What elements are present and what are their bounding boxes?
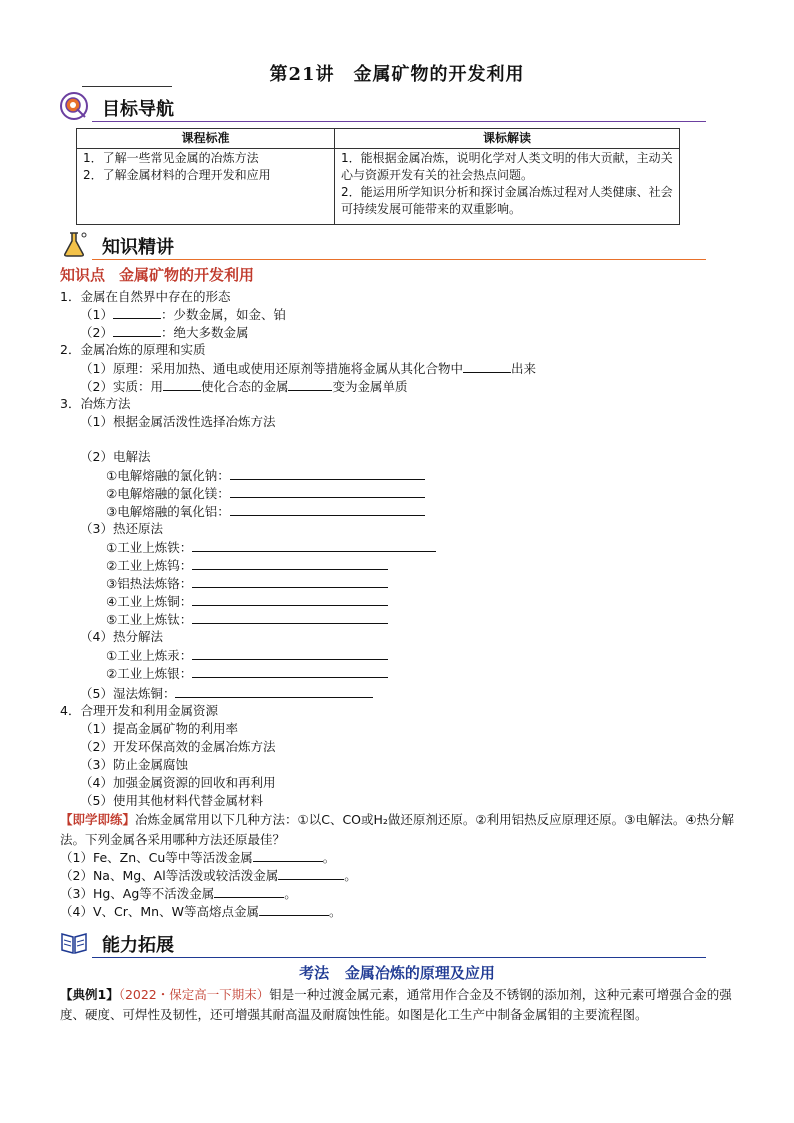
standards-table — [76, 128, 680, 225]
list-item: ①工业上炼铁： — [106, 538, 436, 557]
list-item: ④工业上炼铜： — [106, 592, 388, 611]
divider — [82, 86, 172, 87]
flask-icon — [60, 230, 88, 258]
page-title: 第21讲 金属矿物的开发利用 — [269, 64, 525, 85]
list-item: （1）提高金属矿物的利用率 — [80, 721, 238, 736]
practice-tag: 【即学即练】 — [60, 812, 136, 827]
table-cell-interpretation — [335, 149, 680, 225]
list-item: ②工业上炼钨： — [106, 556, 388, 575]
section-knowledge-header — [58, 230, 706, 260]
interpretation-item: 2．能运用所学知识分析和探讨金属冶炼过程对人类健康、社会可持续发展可能带来的双重影响。 — [341, 185, 673, 216]
list-item: 2．金属冶炼的原理和实质 — [60, 342, 206, 357]
kaofa-label: 考法 — [299, 964, 330, 982]
list-item: （1）根据金属活泼性选择冶炼方法 — [80, 414, 276, 429]
fill-blank[interactable] — [278, 866, 344, 880]
fill-blank[interactable] — [192, 664, 388, 678]
book-icon — [60, 928, 88, 956]
fill-blank[interactable] — [230, 484, 425, 498]
practice-question: （2）Na、Mg、Al等活泼或较活泼金属 。 — [60, 868, 357, 883]
list-item: （2）开发环保高效的金属冶炼方法 — [80, 739, 276, 754]
kaofa-title: 金属冶炼的原理及应用 — [344, 964, 495, 982]
practice-text: 冶炼金属常用以下几种方法：①以C、CO或H₂做还原剂还原。②利用铝热反应原理还原。③电解法。④热分解法。下列金属各采用哪种方法还原最佳？ — [60, 812, 735, 847]
practice-question: （1）Fe、Zn、Cu等中等活泼金属 。 — [60, 850, 336, 865]
example-source: （2022・保定高一下期末） — [118, 987, 270, 1002]
section-ability-title: 能力拓展 — [102, 935, 174, 956]
divider — [92, 259, 706, 260]
divider — [92, 957, 706, 958]
list-item: （4）加强金属资源的回收和再利用 — [80, 775, 276, 790]
list-item: （2）实质：用 使化合态的金属 变为金属单质 — [80, 379, 408, 394]
list-item: （4）热分解法 — [80, 629, 163, 644]
list-item: （5）使用其他材料代替金属材料 — [80, 793, 263, 808]
practice-question: （4）V、Cr、Mn、W等高熔点金属 。 — [60, 904, 342, 919]
fill-blank[interactable] — [192, 592, 388, 606]
list-item: ①电解熔融的氯化钠： — [106, 466, 425, 485]
list-item: 4．合理开发和利用金属资源 — [60, 703, 218, 718]
list-item: 1．金属在自然界中存在的形态 — [60, 289, 231, 304]
kp-label: 知识点 — [60, 266, 106, 284]
practice-question: （3）Hg、Ag等不活泼金属 。 — [60, 886, 297, 901]
fill-blank[interactable] — [214, 884, 284, 898]
example-text: 钼是一种过渡金属元素，通常用作合金及不锈钢的添加剂，这种元素可增强合金的强度、硬度、可焊性及韧性，还可增强其耐高温及耐腐蚀性能。如图是化工生产中制备金属钼的主要流程图。 — [60, 987, 732, 1022]
fill-blank[interactable] — [113, 305, 161, 319]
list-item: （3）防止金属腐蚀 — [80, 757, 188, 772]
fill-blank[interactable] — [288, 377, 332, 391]
fill-blank[interactable] — [192, 610, 388, 624]
list-item: ②工业上炼银： — [106, 664, 388, 683]
list-item: （1） ：少数金属，如金、铂 — [80, 307, 286, 322]
list-item: （1）原理：采用加热、通电或使用还原剂等措施将金属从其化合物中 出来 — [80, 361, 536, 376]
fill-blank[interactable] — [259, 902, 329, 916]
list-item: ②电解熔融的氯化镁： — [106, 484, 425, 503]
fill-blank[interactable] — [230, 466, 425, 480]
table-header-standard: 课程标准 — [77, 129, 335, 149]
head-target-icon — [60, 92, 88, 120]
table-cell-standards — [77, 149, 335, 225]
section-ability-header — [58, 928, 706, 958]
example-paragraph — [60, 985, 740, 1025]
kp-title: 金属矿物的开发利用 — [119, 266, 255, 284]
divider — [92, 121, 706, 122]
fill-blank[interactable] — [192, 574, 388, 588]
interpretation-item: 1．能根据金属冶炼，说明化学对人类文明的伟大贡献，主动关心与资源开发有关的社会热点问题。 — [341, 151, 673, 182]
list-item: （3）热还原法 — [80, 521, 163, 536]
example-tag: 【典例1】 — [60, 987, 119, 1002]
table-header-interpretation: 课标解读 — [335, 129, 680, 149]
knowledge-point-heading — [60, 264, 254, 285]
list-item: ③电解熔融的氧化铝： — [106, 502, 425, 521]
fill-blank[interactable] — [463, 359, 511, 373]
fill-blank[interactable] — [192, 646, 388, 660]
fill-blank[interactable] — [192, 538, 436, 552]
list-item: （5）湿法炼铜： — [80, 684, 373, 703]
section-goal-title: 目标导航 — [102, 99, 174, 120]
fill-blank[interactable] — [113, 323, 161, 337]
section-knowledge-title: 知识精讲 — [102, 237, 174, 258]
fill-blank[interactable] — [192, 556, 388, 570]
fill-blank[interactable] — [253, 848, 323, 862]
section-goal-header — [58, 92, 706, 122]
list-item: （2） ：绝大多数金属 — [80, 325, 249, 340]
standard-item: 1．了解一些常见金属的冶炼方法 — [83, 151, 259, 165]
list-item: ⑤工业上炼钛： — [106, 610, 388, 629]
kaofa-heading — [0, 962, 794, 983]
list-item: ③铝热法炼铬： — [106, 574, 388, 593]
list-item: ①工业上炼汞： — [106, 646, 388, 665]
list-item: 3．冶炼方法 — [60, 396, 131, 411]
list-item: （2）电解法 — [80, 449, 151, 464]
practice-paragraph — [60, 810, 740, 850]
fill-blank[interactable] — [175, 684, 373, 698]
fill-blank[interactable] — [230, 502, 425, 516]
standard-item: 2．了解金属材料的合理开发和应用 — [83, 168, 271, 182]
fill-blank[interactable] — [163, 377, 201, 391]
